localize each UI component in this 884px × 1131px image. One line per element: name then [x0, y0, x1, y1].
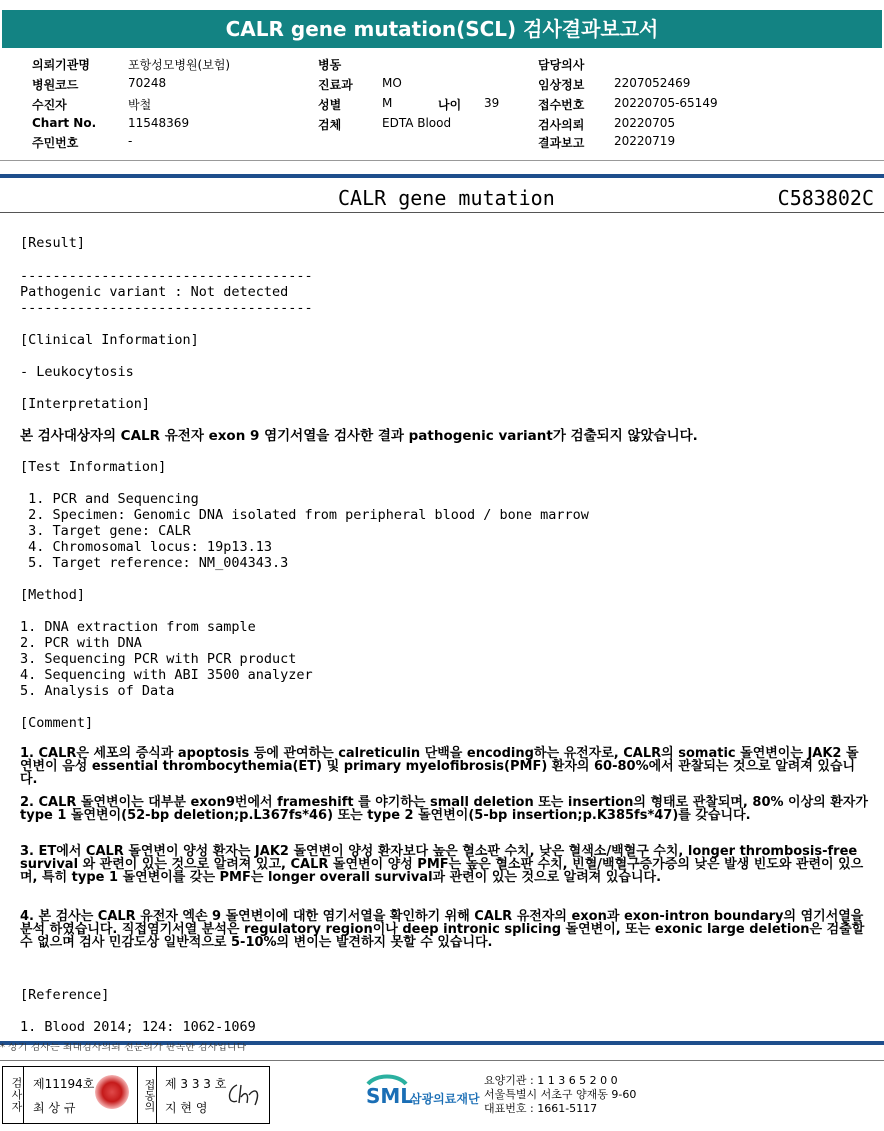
cutoff-note: * 상기 검사는 최대검사의뢰 전문의가 판독한 검사입니다: [0, 1043, 247, 1051]
clinical-heading: [Clinical Information]: [20, 332, 199, 348]
info-value: 70248: [128, 76, 167, 90]
reference-item: 1. Blood 2014; 124: 1062-1069: [20, 1019, 256, 1035]
divider-thin: [0, 160, 884, 161]
info-value: 20220705-65149: [614, 96, 718, 110]
info-label: Chart No.: [32, 116, 97, 130]
info-value: MO: [382, 76, 402, 90]
info-label: 의뢰기관명: [32, 58, 90, 72]
method-heading: [Method]: [20, 587, 86, 603]
address-line: 요양기관 : 1 1 3 6 5 2 0 0: [484, 1074, 618, 1087]
signature-icon: [225, 1081, 263, 1109]
address-line: 서울특별시 서초구 양재동 9-60: [484, 1088, 637, 1101]
list-item: 5. Analysis of Data: [20, 683, 175, 699]
list-item: 3. Target gene: CALR: [20, 523, 191, 539]
info-label: 결과보고: [538, 136, 585, 150]
info-value: 20220719: [614, 134, 676, 148]
result-divider-top: ------------------------------------: [20, 268, 313, 284]
signature-box: [2, 1066, 270, 1124]
info-value: -: [128, 134, 133, 148]
inspector-label: 검사자: [3, 1067, 24, 1123]
comment-heading: [Comment]: [20, 715, 94, 731]
comment-paragraph: 1. CALR은 세포의 증식과 apoptosis 등에 관여하는 calreticulin 단백을 encoding하는 유전자로, CALR의 somatic 돌연변이는 JAK2 돌연변이 음성 essential thrombocythemia(ET) 및 primary myelofibrosis(PMF) 환자의 60-80%에서 관찰되는 것으로 알려져 있습니다.: [20, 746, 859, 787]
info-label: 주민번호: [32, 136, 79, 150]
comment-paragraph: 2. CALR 돌연변이는 대부분 exon9번에서 frameshift 를 야기하는 small deletion 또는 insertion의 형태로 관찰되며, 80% 이상의 환자가 type 1 돌연변이(52-bp deletion;p.L367fs*46) 또는 type 2 돌연변이(5-bp insertion;p.K385fs*47)를 갖습니다.: [20, 795, 868, 823]
section-title: CALR gene mutation: [338, 186, 555, 210]
inspector-name: 최 상 규: [33, 1101, 76, 1115]
interpretation-text: 본 검사대상자의 CALR 유전자 exon 9 염기서열을 검사한 결과 pathogenic variant가 검출되지 않았습니다.: [20, 428, 698, 444]
info-value: M: [382, 96, 393, 110]
reference-heading: [Reference]: [20, 987, 110, 1003]
info-label: 병원코드: [32, 78, 79, 92]
info-label: 진료과: [318, 78, 353, 92]
info-label: 성별: [318, 98, 342, 112]
list-item: 4. Chromosomal locus: 19p13.13: [20, 539, 272, 555]
divider-section: [0, 212, 884, 213]
result-divider-bottom: ------------------------------------: [20, 300, 313, 316]
divider-blue: [0, 174, 884, 178]
list-item: 4. Sequencing with ABI 3500 analyzer: [20, 667, 313, 683]
approver-id: 제 3 3 3 호: [165, 1077, 227, 1091]
list-item: 3. Sequencing PCR with PCR product: [20, 651, 297, 667]
info-label: 접수번호: [538, 98, 585, 112]
info-value: 박철: [128, 98, 152, 112]
list-item: 2. PCR with DNA: [20, 635, 142, 651]
info-value: 11548369: [128, 116, 190, 130]
clinical-text: - Leukocytosis: [20, 364, 134, 380]
info-label: 검체: [318, 118, 342, 132]
interpretation-heading: [Interpretation]: [20, 396, 151, 412]
info-value: 20220705: [614, 116, 676, 130]
seal-stamp-icon: [95, 1075, 129, 1109]
list-item: 1. DNA extraction from sample: [20, 619, 256, 635]
info-label: 수진자: [32, 98, 67, 112]
info-value: EDTA Blood: [382, 116, 452, 130]
result-text: Pathogenic variant : Not detected: [20, 284, 289, 300]
logo-text: SML: [366, 1084, 414, 1108]
result-heading: [Result]: [20, 235, 86, 251]
info-label: 임상정보: [538, 78, 585, 92]
list-item: 2. Specimen: Genomic DNA isolated from peripheral blood / bone marrow: [20, 507, 589, 523]
address-line: 대표번호 : 1661-5117: [484, 1102, 598, 1115]
org-name: 삼광의료재단: [410, 1092, 480, 1106]
info-value: 포항성모병원(보험): [128, 58, 231, 72]
report-title: CALR gene mutation(SCL) 검사결과보고서: [2, 10, 882, 48]
approver-name: 지 현 영: [165, 1101, 208, 1115]
info-value: 39: [484, 96, 500, 110]
section-code: C583802C: [777, 186, 874, 210]
list-item: 5. Target reference: NM_004343.3: [20, 555, 289, 571]
divider-footer: [0, 1060, 884, 1061]
sml-logo: [364, 1074, 480, 1116]
info-label: 담당의사: [538, 58, 585, 72]
info-label: 나이: [438, 98, 462, 112]
info-label: 병동: [318, 58, 342, 72]
approver-label: 접동의: [137, 1067, 157, 1123]
info-label: 검사의뢰: [538, 118, 585, 132]
test-info-heading: [Test Information]: [20, 459, 167, 475]
comment-paragraph: 4. 본 검사는 CALR 유전자 엑손 9 돌연변이에 대한 염기서열을 확인하기 위해 CALR 유전자의 exon과 exon-intron boundary의 염기서열을 분석 하였습니다. 직접염기서열 분석은 regulatory region이나 deep intronic splicing 돌연변이, 또는 exonic large deletion은 검출할 수 없으며 검사 민감도상 일반적으로 5-10%의 변이는 발견하지 못할 수 있습니다.: [20, 909, 865, 950]
info-value: 2207052469: [614, 76, 691, 90]
inspector-id: 제11194호: [33, 1077, 95, 1091]
comment-paragraph: 3. ET에서 CALR 돌연변이 양성 환자는 JAK2 돌연변이 양성 환자보다 높은 혈소판 수치, 낮은 혈색소/백혈구 수치, longer thrombosis-free survival 와 관련이 있는 것으로 알려져 있고, CALR 돌연변이 양성 PMF는 높은 혈소판 수치, 빈혈/백혈구증가증의 낮은 발생 빈도와 관련이 있으며, 특히 type 1 돌연변이를 갖는 PMF는 longer overall survival과 관련이 있는 것으로 알려져 있습니다.: [20, 844, 864, 885]
list-item: 1. PCR and Sequencing: [20, 491, 199, 507]
org-address: [484, 1074, 636, 1116]
